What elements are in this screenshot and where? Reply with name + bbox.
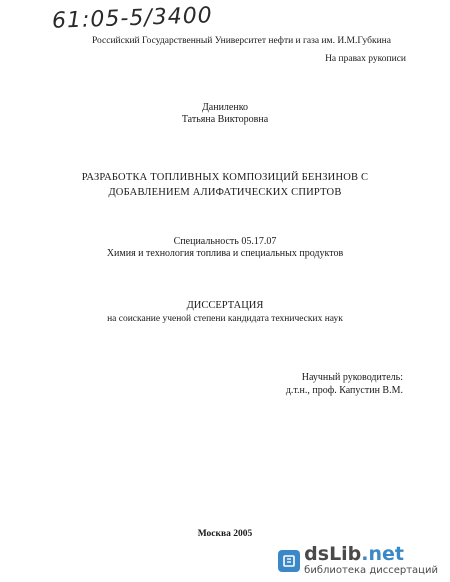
book-icon [278,550,300,572]
watermark-tagline: библиотека диссертаций [304,565,438,576]
thesis-title-line-2: ДОБАВЛЕНИЕМ АЛИФАТИЧЕСКИХ СПИРТОВ [108,187,342,198]
handwritten-archive-code: 61:05-5/3400 [51,3,214,34]
author-given-names: Татьяна Викторовна [181,114,269,125]
city-year: Москва 2005 [197,529,253,539]
watermark-brand-domain: .net [361,543,405,565]
watermark-brand [304,545,438,564]
dissertation-label: ДИССЕРТАЦИЯ [186,300,264,311]
advisor-label: Научный руководитель: [301,372,403,383]
specialty-name: Химия и технология топлива и специальных продуктов [106,248,344,259]
author-surname: Даниленко [201,102,249,113]
watermark-brand-name: dsLib [304,543,362,565]
advisor-name: д.т.н., проф. Капустин В.М. [285,385,403,396]
university-name: Российский Государственный Университет нефти и газа им. И.М.Губкина [92,36,391,46]
specialty-code: Специальность 05.17.07 [173,236,277,247]
dslib-watermark[interactable] [278,545,438,576]
watermark-text [304,545,438,576]
thesis-title-line-1: РАЗРАБОТКА ТОПЛИВНЫХ КОМПОЗИЦИЙ БЕНЗИНОВ С [81,172,369,183]
dissertation-degree: на соискание ученой степени кандидата технических наук [107,314,343,324]
manuscript-rights-note: На правах рукописи [325,54,406,64]
